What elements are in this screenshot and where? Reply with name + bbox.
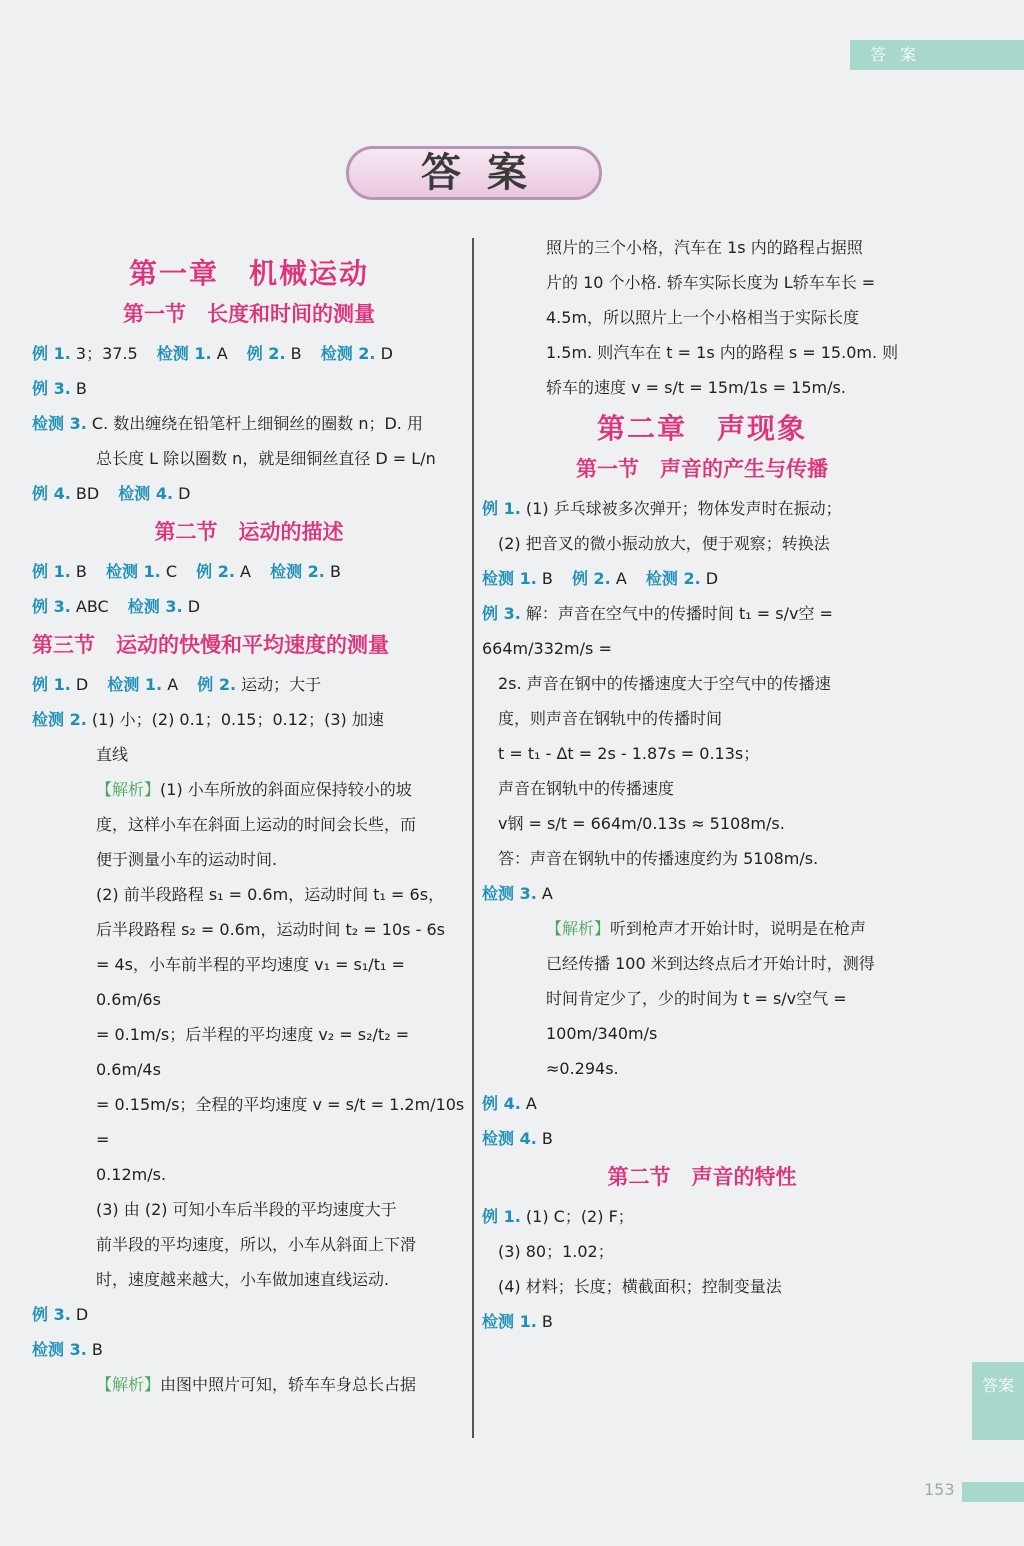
answer: ABC	[75, 597, 109, 616]
answer-line: (2) 前半段路程 s₁ = 0.6m，运动时间 t₁ = 6s，	[96, 885, 445, 904]
answer: D	[75, 1305, 89, 1324]
answer: B	[541, 1312, 553, 1331]
answer: A	[541, 884, 553, 903]
answer: A	[615, 569, 627, 588]
header-tab: 答案	[850, 40, 1024, 70]
answer: 听到枪声才开始计时，说明是在枪声	[610, 919, 867, 938]
answer-line	[32, 336, 466, 371]
label: 检测 1.	[107, 675, 163, 694]
answer-line: 0.12m/s.	[96, 1165, 167, 1184]
answer: C	[165, 562, 178, 581]
left-column	[32, 250, 466, 1402]
label: 检测 2.	[32, 710, 87, 729]
answer-line: v钢 = s/t = 664m/0.13s ≈ 5108m/s.	[498, 814, 785, 833]
answer-line: 前半段的平均速度，所以，小车从斜面上下滑	[96, 1235, 417, 1254]
answer: 解：声音在空气中的传播时间 t₁ = s/v空 = 664m/332m/s =	[482, 604, 833, 658]
page-bar	[962, 1482, 1024, 1502]
label: 检测 3.	[127, 597, 183, 616]
answer: D	[178, 484, 191, 503]
side-tab: 答案	[972, 1362, 1024, 1440]
label: 检测 1.	[105, 562, 161, 581]
answer-line: 便于测量小车的运动时间.	[96, 850, 278, 869]
answer: (1) C；(2) F；	[525, 1207, 634, 1226]
answer-line: 后半段路程 s₂ = 0.6m，运动时间 t₂ = 10s - 6s	[96, 920, 445, 939]
answer: D	[705, 569, 719, 588]
label: 检测 2.	[645, 569, 701, 588]
section-2-1-title: 第一节 声音的产生与传播	[576, 457, 828, 481]
analysis-label: 【解析】	[546, 919, 611, 938]
answer-line: (2) 把音叉的微小振动放大，便于观察；转换法	[498, 534, 830, 553]
label: 例 2.	[197, 675, 237, 694]
answer-line	[32, 702, 466, 737]
answer: (1) 乒乓球被多次弹开；物体发声时在振动；	[525, 499, 842, 518]
answer-line	[482, 1121, 922, 1156]
answer-line: = 4s，小车前半程的平均速度 v₁ = s₁/t₁ = 0.6m/6s	[96, 955, 405, 1009]
answer-line: (3) 由 (2) 可知小车后半段的平均速度大于	[96, 1200, 397, 1219]
answer-line	[32, 1367, 466, 1402]
answer: C. 数出缠绕在铅笔杆上细铜丝的圈数 n；D. 用	[91, 414, 423, 433]
column-divider	[472, 238, 474, 1438]
label: 例 3.	[32, 1305, 71, 1324]
answer-line	[32, 554, 466, 589]
analysis-label: 【解析】	[96, 1375, 161, 1394]
answer-line: 1.5m. 则汽车在 t = 1s 内的路程 s = 15.0m. 则	[546, 343, 899, 362]
label: 检测 1.	[156, 344, 212, 363]
label: 例 2.	[196, 562, 235, 581]
section-2-2-title: 第二节 声音的特性	[607, 1165, 797, 1189]
label: 例 3.	[32, 597, 71, 616]
answer-line: t = t₁ - Δt = 2s - 1.87s = 0.13s；	[498, 744, 760, 763]
answer-line: (4) 材料；长度；横截面积；控制变量法	[498, 1277, 782, 1296]
answer-line: 总长度 L 除以圈数 n，就是细铜丝直径 D = L/n	[96, 449, 436, 468]
answer-line	[32, 371, 466, 406]
answer-line: 4.5m，所以照片上一个小格相当于实际长度	[546, 308, 860, 327]
answer: B	[91, 1340, 103, 1359]
answer: D	[187, 597, 201, 616]
answer-line: 片的 10 个小格. 轿车实际长度为 L轿车车长 =	[546, 273, 876, 292]
label: 检测 4.	[482, 1129, 537, 1148]
label: 例 1.	[32, 344, 71, 363]
page-number: 153	[924, 1480, 955, 1499]
answer-line	[482, 491, 922, 526]
answer: 3；37.5	[75, 344, 138, 363]
answer-line: = 0.1m/s；后半程的平均速度 v₂ = s₂/t₂ = 0.6m/4s	[96, 1025, 410, 1079]
label: 检测 2.	[320, 344, 376, 363]
answer: 由图中照片可知，轿车车身总长占据	[160, 1375, 417, 1394]
answer: A	[525, 1094, 537, 1113]
section-1-3-title: 第三节 运动的快慢和平均速度的测量	[32, 633, 389, 657]
answer-line: 声音在钢轨中的传播速度	[498, 779, 675, 798]
answer-line: = 0.15m/s；全程的平均速度 v = s/t = 1.2m/10s =	[96, 1095, 465, 1149]
answer: B	[541, 569, 553, 588]
answer: B	[541, 1129, 553, 1148]
label: 检测 1.	[482, 569, 537, 588]
answer-line: ≈0.294s.	[546, 1059, 619, 1078]
label: 例 4.	[32, 484, 71, 503]
answer-line: (3) 80；1.02；	[498, 1242, 614, 1261]
label: 例 2.	[571, 569, 611, 588]
answer-line	[32, 476, 466, 511]
answer-line	[482, 1199, 922, 1234]
answer: B	[75, 379, 87, 398]
answer: B	[290, 344, 302, 363]
label: 检测 2.	[270, 562, 325, 581]
answer-line	[482, 561, 922, 596]
answer-line: 照片的三个小格，汽车在 1s 内的路程占据照	[546, 238, 863, 257]
answer: 运动；大于	[241, 675, 322, 694]
answer: (1) 小；(2) 0.1；0.15；0.12；(3) 加速	[91, 710, 384, 729]
answer: A	[167, 675, 179, 694]
answer-line: 已经传播 100 米到达终点后才开始计时，测得	[546, 954, 875, 973]
answer-line: 2s. 声音在钢中的传播速度大于空气中的传播速	[498, 674, 831, 693]
answer-line: 直线	[96, 745, 129, 764]
label: 检测 1.	[482, 1312, 537, 1331]
label: 例 1.	[32, 675, 71, 694]
analysis-label: 【解析】	[96, 780, 161, 799]
answer: A	[240, 562, 251, 581]
label: 例 1.	[32, 562, 71, 581]
section-1-1-title: 第一节 长度和时间的测量	[123, 302, 375, 326]
answer-line	[32, 1297, 466, 1332]
answer: (1) 小车所放的斜面应保持较小的坡	[160, 780, 412, 799]
right-column	[482, 230, 922, 1339]
answer-line	[482, 1086, 922, 1121]
answer-line	[482, 911, 922, 946]
answer-line	[32, 772, 466, 807]
label: 例 3.	[32, 379, 71, 398]
answer-line: 时间肯定少了，少的时间为 t = s/v空气 = 100m/340m/s	[546, 989, 847, 1043]
answer-line	[32, 1332, 466, 1367]
label: 例 4.	[482, 1094, 521, 1113]
answer: D	[75, 675, 89, 694]
answer-line	[482, 876, 922, 911]
answer: B	[75, 562, 87, 581]
answer-line	[32, 589, 466, 624]
label: 检测 3.	[32, 414, 87, 433]
label: 检测 3.	[32, 1340, 87, 1359]
answer-line: 时，速度越来越大，小车做加速直线运动.	[96, 1270, 390, 1289]
label: 例 1.	[482, 499, 521, 518]
label: 检测 3.	[482, 884, 537, 903]
answer: B	[329, 562, 341, 581]
answer: A	[216, 344, 228, 363]
page-title: 答案	[346, 146, 602, 200]
answer: D	[380, 344, 393, 363]
label: 检测 4.	[118, 484, 174, 503]
label: 例 1.	[482, 1207, 521, 1226]
answer-line	[482, 596, 922, 666]
section-1-2-title: 第二节 运动的描述	[154, 520, 344, 544]
answer-line: 答：声音在钢轨中的传播速度约为 5108m/s.	[498, 849, 819, 868]
label: 例 3.	[482, 604, 521, 623]
answer-line: 度，则声音在钢轨中的传播时间	[498, 709, 723, 728]
chapter-1-title: 第一章 机械运动	[128, 257, 369, 290]
answer-line: 轿车的速度 v = s/t = 15m/1s = 15m/s.	[546, 378, 846, 397]
chapter-2-title: 第二章 声现象	[596, 412, 807, 445]
answer-line	[32, 667, 466, 702]
label: 例 2.	[246, 344, 286, 363]
answer-line	[32, 406, 466, 441]
answer: BD	[75, 484, 100, 503]
answer-line	[482, 1304, 922, 1339]
answer-line: 度，这样小车在斜面上运动的时间会长些，而	[96, 815, 417, 834]
